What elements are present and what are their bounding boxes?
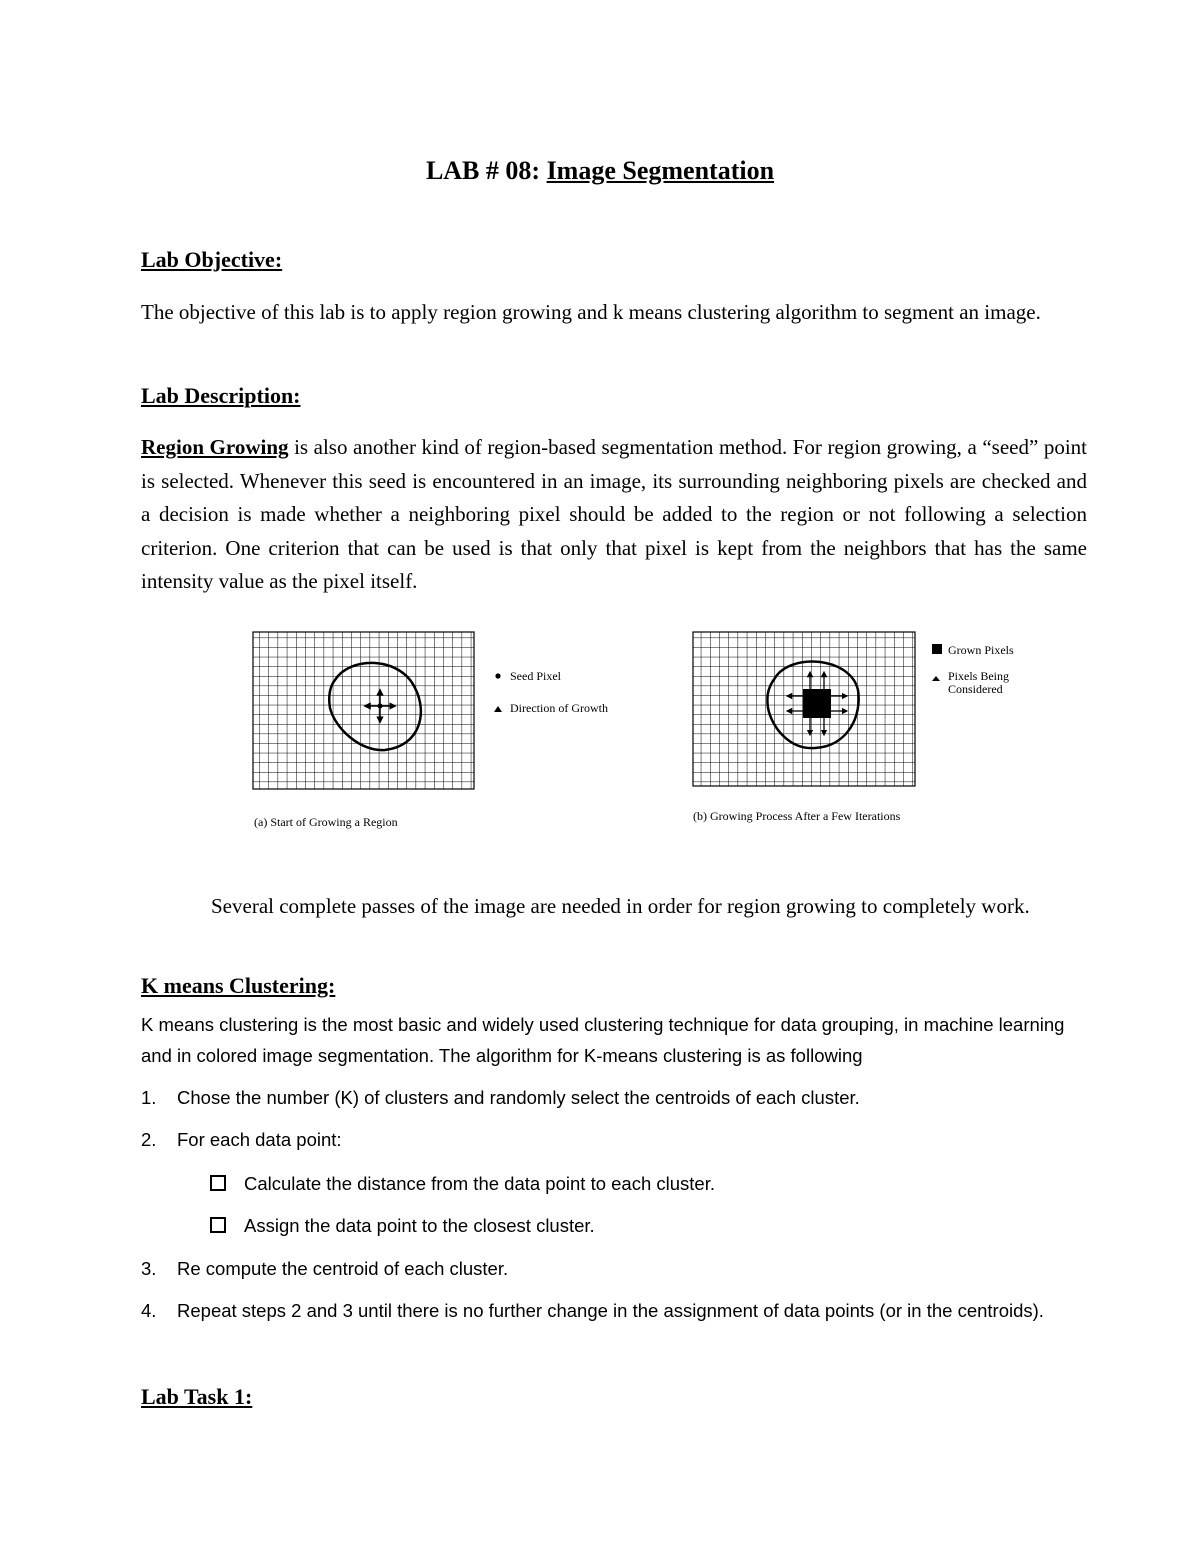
region-growing-figure [250, 628, 1014, 838]
caption-b: (b) Growing Process After a Few Iterations [693, 809, 901, 823]
kmeans-step-3 [141, 1258, 508, 1280]
lab-task-1-heading: Lab Task 1: [141, 1384, 253, 1409]
kmeans-substep-1 [210, 1173, 715, 1195]
seed-pixel-legend-icon [495, 673, 500, 678]
right-grid-panel [693, 632, 915, 786]
objective-text: The objective of this lab is to apply region growing and k means clustering algorithm to segment an image. [141, 300, 1041, 324]
passes-paragraph: Several complete passes of the image are needed in order for region growing to completely work. [211, 894, 1030, 918]
step-number: 4. [141, 1300, 157, 1321]
left-grid-panel [253, 632, 474, 789]
description-paragraph [141, 431, 1087, 599]
substep-text: Calculate the distance from the data point to each cluster. [244, 1173, 716, 1194]
page-title [0, 156, 1200, 186]
region-growing-term: Region Growing [141, 435, 289, 459]
left-pixel-grid [253, 632, 474, 789]
legend-seed-pixel: Seed Pixel [510, 669, 561, 683]
title-main: Image Segmentation [546, 156, 775, 185]
kmeans-step-2 [141, 1129, 342, 1151]
growth-direction-legend-icon [494, 706, 502, 712]
considered-pixels-legend-icon [932, 676, 940, 681]
kmeans-heading: K means Clustering: [141, 973, 336, 998]
step-number: 2. [141, 1129, 157, 1150]
legend-grown-pixels: Grown Pixels [948, 643, 1014, 657]
kmeans-substep-2 [210, 1215, 595, 1237]
step-text: Chose the number (K) of clusters and randomly select the centroids of each cluster. [177, 1087, 860, 1108]
step-text: Re compute the centroid of each cluster. [177, 1258, 509, 1279]
step-text: Repeat steps 2 and 3 until there is no further change in the assignment of data points (or in the centroids). [177, 1300, 1044, 1321]
title-prefix: LAB # 08: [425, 156, 547, 185]
legend-considered: Considered [948, 682, 1003, 696]
description-heading: Lab Description: [141, 383, 301, 408]
legend-direction-of-growth: Direction of Growth [510, 701, 608, 715]
caption-a: (a) Start of Growing a Region [254, 815, 398, 829]
step-text: For each data point: [177, 1129, 342, 1150]
legend-pixels-being: Pixels Being [948, 669, 1010, 683]
kmeans-step-4 [141, 1300, 1044, 1322]
grown-pixels-legend-icon [932, 644, 942, 654]
checkbox-bullet-icon [210, 1175, 226, 1191]
step-number: 1. [141, 1087, 157, 1108]
substep-text: Assign the data point to the closest cluster. [244, 1215, 595, 1236]
grown-pixels-block [803, 689, 831, 718]
objective-heading: Lab Objective: [141, 247, 283, 272]
step-number: 3. [141, 1258, 157, 1279]
description-text: is also another kind of region-based segmentation method. For region growing, a “seed” point is selected. Whenever this seed is encountered in an image, its surrounding neighboring pixels are checked and a decision is made whether a neighboring pixel should be added to the region or not following a selection criterion. One criterion that can be used is that only that pixel is kept from the neighbors that has the same intensity value as the pixel itself. [141, 435, 1087, 593]
seed-pixel-dot [378, 704, 383, 709]
kmeans-step-1 [141, 1087, 860, 1109]
kmeans-intro: K means clustering is the most basic and widely used clustering technique for data grouping, in machine learning and in colored image segmentation. The algorithm for K-means clustering is as following [141, 1014, 1065, 1066]
checkbox-bullet-icon [210, 1217, 226, 1233]
